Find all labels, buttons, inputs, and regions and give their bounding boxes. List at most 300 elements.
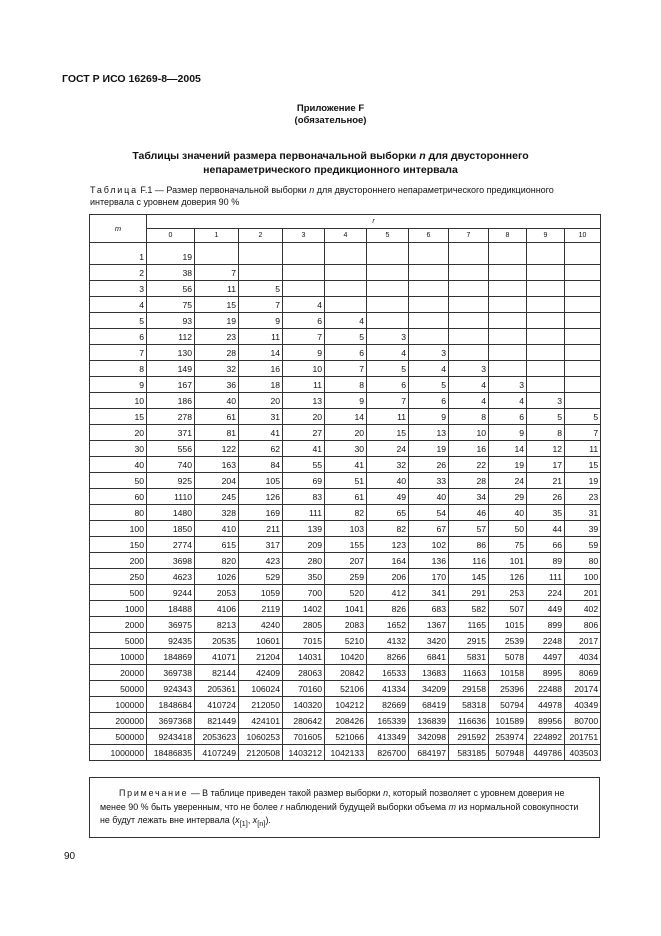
table-cell: 253 xyxy=(489,585,527,601)
table-cell: 65 xyxy=(367,505,409,521)
table-cell: 8069 xyxy=(565,665,601,681)
table-cell: 13 xyxy=(409,425,449,441)
table-row xyxy=(90,665,601,681)
table-cell: 449786 xyxy=(527,745,565,761)
table-cell: 5 xyxy=(527,409,565,425)
annex-title: Приложение F xyxy=(296,103,365,114)
table-row xyxy=(90,713,601,729)
table-cell: 15 xyxy=(367,425,409,441)
table-cell: 101 xyxy=(489,553,527,569)
table-cell xyxy=(409,297,449,313)
table-cell: 40 xyxy=(367,473,409,489)
table-cell: 8266 xyxy=(367,649,409,665)
table-cell: 29 xyxy=(489,489,527,505)
table-cell: 75 xyxy=(147,297,195,313)
table-cell: 211 xyxy=(239,521,283,537)
table-cell: 806 xyxy=(565,617,601,633)
table-row xyxy=(90,473,601,489)
m-value-cell: 250 xyxy=(90,569,147,585)
table-cell: 66 xyxy=(527,537,565,553)
table-cell xyxy=(239,249,283,265)
table-cell: 16533 xyxy=(367,665,409,681)
table-cell: 23 xyxy=(565,489,601,505)
table-cell: 186 xyxy=(147,393,195,409)
r-values-row xyxy=(90,229,601,243)
table-row xyxy=(90,521,601,537)
table-cell: 615 xyxy=(195,537,239,553)
m-value-cell: 5000 xyxy=(90,633,147,649)
table-cell: 3 xyxy=(489,377,527,393)
table-cell: 9 xyxy=(409,409,449,425)
annex-heading xyxy=(0,103,661,127)
table-cell xyxy=(527,265,565,281)
table-cell xyxy=(367,313,409,329)
table-cell: 36 xyxy=(195,377,239,393)
table-cell: 212050 xyxy=(239,697,283,713)
table-cell: 19 xyxy=(489,457,527,473)
table-cell: 58318 xyxy=(449,697,489,713)
r-value-header: 6 xyxy=(409,229,449,243)
table-cell: 20174 xyxy=(565,681,601,697)
caption-label: Таблица xyxy=(90,185,138,195)
table-cell: 56 xyxy=(147,281,195,297)
table-cell: 245 xyxy=(195,489,239,505)
table-cell: 75 xyxy=(489,537,527,553)
table-row xyxy=(90,569,601,585)
table-cell: 291592 xyxy=(449,729,489,745)
table-cell: 170 xyxy=(409,569,449,585)
m-value-cell: 200 xyxy=(90,553,147,569)
table-cell: 21 xyxy=(527,473,565,489)
table-cell: 924343 xyxy=(147,681,195,697)
table-cell: 33 xyxy=(409,473,449,489)
table-cell: 101589 xyxy=(489,713,527,729)
table-cell: 4 xyxy=(489,393,527,409)
table-cell: 50 xyxy=(489,521,527,537)
table-cell xyxy=(449,345,489,361)
table-cell xyxy=(325,249,367,265)
table-cell: 89 xyxy=(527,553,565,569)
table-cell: 82 xyxy=(367,521,409,537)
table-cell: 80700 xyxy=(565,713,601,729)
table-cell: 13 xyxy=(283,393,325,409)
table-cell: 28 xyxy=(449,473,489,489)
table-cell: 11 xyxy=(283,377,325,393)
table-cell: 342098 xyxy=(409,729,449,745)
table-cell: 2053623 xyxy=(195,729,239,745)
table-cell xyxy=(527,345,565,361)
table-cell: 6 xyxy=(489,409,527,425)
table-cell: 1403212 xyxy=(283,745,325,761)
table-cell: 403503 xyxy=(565,745,601,761)
table-cell xyxy=(527,361,565,377)
table-cell: 2120508 xyxy=(239,745,283,761)
table-cell: 925 xyxy=(147,473,195,489)
table-cell: 130 xyxy=(147,345,195,361)
table-cell: 184869 xyxy=(147,649,195,665)
table-cell: 8995 xyxy=(527,665,565,681)
table-cell: 350 xyxy=(283,569,325,585)
r-value-header: 4 xyxy=(325,229,367,243)
table-cell: 701605 xyxy=(283,729,325,745)
table-row xyxy=(90,633,601,649)
m-value-cell: 30 xyxy=(90,441,147,457)
table-cell: 116 xyxy=(449,553,489,569)
table-cell: 1652 xyxy=(367,617,409,633)
table-cell: 3 xyxy=(367,329,409,345)
table-row xyxy=(90,681,601,697)
table-cell xyxy=(565,377,601,393)
table-cell: 1015 xyxy=(489,617,527,633)
table-cell xyxy=(489,265,527,281)
table-cell: 86 xyxy=(449,537,489,553)
m-value-cell: 100000 xyxy=(90,697,147,713)
r-value-header: 9 xyxy=(527,229,565,243)
table-cell: 412 xyxy=(367,585,409,601)
table-cell: 5 xyxy=(565,409,601,425)
m-value-cell: 50000 xyxy=(90,681,147,697)
table-cell: 29158 xyxy=(449,681,489,697)
table-cell xyxy=(489,313,527,329)
table-cell: 9244 xyxy=(147,585,195,601)
table-cell xyxy=(449,329,489,345)
m-value-cell: 200000 xyxy=(90,713,147,729)
table-cell: 1367 xyxy=(409,617,449,633)
table-cell: 209 xyxy=(283,537,325,553)
table-cell: 423 xyxy=(239,553,283,569)
table-cell: 26 xyxy=(527,489,565,505)
table-cell: 92435 xyxy=(147,633,195,649)
table-cell: 224892 xyxy=(527,729,565,745)
table-cell: 18486835 xyxy=(147,745,195,761)
table-cell: 5210 xyxy=(325,633,367,649)
table-cell xyxy=(409,313,449,329)
table-cell: 224 xyxy=(527,585,565,601)
table-cell: 136 xyxy=(409,553,449,569)
table-cell: 41 xyxy=(283,441,325,457)
table-cell xyxy=(409,265,449,281)
table-row xyxy=(90,265,601,281)
table-row xyxy=(90,553,601,569)
table-cell: 18 xyxy=(239,377,283,393)
table-cell xyxy=(449,297,489,313)
table-cell: 341 xyxy=(409,585,449,601)
table-cell: 23 xyxy=(195,329,239,345)
table-cell xyxy=(527,249,565,265)
table-row xyxy=(90,489,601,505)
table-cell: 50794 xyxy=(489,697,527,713)
table-cell: 20535 xyxy=(195,633,239,649)
table-cell: 80 xyxy=(565,553,601,569)
table-cell: 205361 xyxy=(195,681,239,697)
r-column-header: r xyxy=(147,215,601,229)
table-cell xyxy=(283,249,325,265)
table-cell: 34 xyxy=(449,489,489,505)
table-cell: 165339 xyxy=(367,713,409,729)
m-value-cell: 10 xyxy=(90,393,147,409)
table-cell: 40 xyxy=(489,505,527,521)
table-cell: 39 xyxy=(565,521,601,537)
table-cell: 104212 xyxy=(325,697,367,713)
table-cell: 164 xyxy=(367,553,409,569)
table-cell: 683 xyxy=(409,601,449,617)
table-cell: 26 xyxy=(409,457,449,473)
table-cell: 34209 xyxy=(409,681,449,697)
table-cell: 28 xyxy=(195,345,239,361)
table-row xyxy=(90,297,601,313)
table-row xyxy=(90,393,601,409)
table-cell: 7 xyxy=(195,265,239,281)
table-cell: 14031 xyxy=(283,649,325,665)
table-cell: 1060253 xyxy=(239,729,283,745)
table-cell: 1042133 xyxy=(325,745,367,761)
table-cell xyxy=(283,265,325,281)
table-body xyxy=(90,243,601,761)
table-cell: 6 xyxy=(367,377,409,393)
table-cell: 105 xyxy=(239,473,283,489)
r-value-header: 7 xyxy=(449,229,489,243)
r-value-header: 5 xyxy=(367,229,409,243)
table-cell xyxy=(449,249,489,265)
table-cell: 82144 xyxy=(195,665,239,681)
table-cell: 821449 xyxy=(195,713,239,729)
m-column-header: m xyxy=(90,215,147,243)
table-cell: 55 xyxy=(283,457,325,473)
table-cell: 1402 xyxy=(283,601,325,617)
m-value-cell: 15 xyxy=(90,409,147,425)
table-row xyxy=(90,377,601,393)
table-cell: 4034 xyxy=(565,649,601,665)
table-cell: 9 xyxy=(489,425,527,441)
table-cell: 684197 xyxy=(409,745,449,761)
section-title xyxy=(0,149,661,177)
table-cell: 11 xyxy=(367,409,409,425)
table-cell: 2539 xyxy=(489,633,527,649)
table-cell: 31 xyxy=(239,409,283,425)
m-value-cell: 2000 xyxy=(90,617,147,633)
table-cell: 24 xyxy=(367,441,409,457)
table-cell: 6 xyxy=(409,393,449,409)
table-row xyxy=(90,537,601,553)
table-cell: 3420 xyxy=(409,633,449,649)
table-row xyxy=(90,441,601,457)
table-cell: 820 xyxy=(195,553,239,569)
table-cell: 19 xyxy=(565,473,601,489)
page-number: 90 xyxy=(64,851,76,862)
r-value-header: 10 xyxy=(565,229,601,243)
table-cell: 67 xyxy=(409,521,449,537)
table-cell xyxy=(565,297,601,313)
table-row xyxy=(90,745,601,761)
table-cell xyxy=(283,281,325,297)
table-cell xyxy=(325,265,367,281)
table-cell: 201 xyxy=(565,585,601,601)
table-cell: 201751 xyxy=(565,729,601,745)
table-cell: 1059 xyxy=(239,585,283,601)
table-cell: 826 xyxy=(367,601,409,617)
table-cell: 9 xyxy=(239,313,283,329)
table-cell: 8 xyxy=(527,425,565,441)
table-cell: 9 xyxy=(325,393,367,409)
table-cell xyxy=(489,361,527,377)
table-cell xyxy=(565,265,601,281)
table-row xyxy=(90,361,601,377)
table-cell: 31 xyxy=(565,505,601,521)
table-cell xyxy=(527,281,565,297)
table-cell: 507 xyxy=(489,601,527,617)
table-cell: 369738 xyxy=(147,665,195,681)
table-cell: 140320 xyxy=(283,697,325,713)
m-value-cell: 1000000 xyxy=(90,745,147,761)
table-row xyxy=(90,601,601,617)
m-value-cell: 500 xyxy=(90,585,147,601)
table-cell: 2083 xyxy=(325,617,367,633)
table-row xyxy=(90,505,601,521)
table-cell xyxy=(367,281,409,297)
table-cell: 44 xyxy=(527,521,565,537)
table-cell: 89956 xyxy=(527,713,565,729)
table-cell: 317 xyxy=(239,537,283,553)
m-value-cell: 10000 xyxy=(90,649,147,665)
table-cell: 103 xyxy=(325,521,367,537)
section-title-line1: Таблицы значений размера первоначальной выборки n для двустороннего xyxy=(132,150,529,162)
table-cell: 35 xyxy=(527,505,565,521)
table-cell: 102 xyxy=(409,537,449,553)
m-value-cell: 7 xyxy=(90,345,147,361)
section-title-line2: непараметрического предикционного интервала xyxy=(203,164,458,176)
table-cell xyxy=(527,329,565,345)
table-cell: 106024 xyxy=(239,681,283,697)
table-cell: 136839 xyxy=(409,713,449,729)
table-cell: 7 xyxy=(565,425,601,441)
table-cell: 54 xyxy=(409,505,449,521)
table-cell: 208426 xyxy=(325,713,367,729)
r-value-header: 8 xyxy=(489,229,527,243)
m-value-cell: 500000 xyxy=(90,729,147,745)
table-cell xyxy=(527,377,565,393)
table-cell: 12 xyxy=(527,441,565,457)
table-cell: 41334 xyxy=(367,681,409,697)
table-cell: 21204 xyxy=(239,649,283,665)
table-cell xyxy=(367,265,409,281)
table-cell: 20 xyxy=(239,393,283,409)
table-cell: 7015 xyxy=(283,633,325,649)
table-cell xyxy=(565,345,601,361)
table-cell: 27 xyxy=(283,425,325,441)
m-value-cell: 100 xyxy=(90,521,147,537)
table-cell: 6 xyxy=(325,345,367,361)
table-cell: 18488 xyxy=(147,601,195,617)
m-value-cell: 20 xyxy=(90,425,147,441)
table-row xyxy=(90,617,601,633)
table-cell xyxy=(367,249,409,265)
table-cell: 3697368 xyxy=(147,713,195,729)
table-cell: 1026 xyxy=(195,569,239,585)
table-cell: 16 xyxy=(239,361,283,377)
table-cell: 413349 xyxy=(367,729,409,745)
table-cell: 61 xyxy=(195,409,239,425)
table-cell: 70160 xyxy=(283,681,325,697)
table-cell: 14 xyxy=(325,409,367,425)
table-cell xyxy=(195,249,239,265)
table-cell: 4497 xyxy=(527,649,565,665)
table-cell: 520 xyxy=(325,585,367,601)
table-cell: 8 xyxy=(325,377,367,393)
table-cell xyxy=(489,281,527,297)
table-cell: 123 xyxy=(367,537,409,553)
table-cell: 3 xyxy=(409,345,449,361)
table-cell: 2915 xyxy=(449,633,489,649)
table-cell: 8 xyxy=(449,409,489,425)
table-cell: 700 xyxy=(283,585,325,601)
table-cell: 4 xyxy=(283,297,325,313)
table-cell: 82669 xyxy=(367,697,409,713)
m-value-cell: 80 xyxy=(90,505,147,521)
table-cell xyxy=(409,329,449,345)
table-cell: 1850 xyxy=(147,521,195,537)
table-cell: 122 xyxy=(195,441,239,457)
table-cell: 62 xyxy=(239,441,283,457)
table-row xyxy=(90,313,601,329)
table-row xyxy=(90,281,601,297)
table-cell xyxy=(489,345,527,361)
table-cell: 3 xyxy=(449,361,489,377)
table-cell: 83 xyxy=(283,489,325,505)
table-cell: 82 xyxy=(325,505,367,521)
table-cell: 8213 xyxy=(195,617,239,633)
table-cell: 52106 xyxy=(325,681,367,697)
table-cell: 1480 xyxy=(147,505,195,521)
table-cell: 41 xyxy=(325,457,367,473)
table-note: Примечание — В таблице приведен такой размер выборки n, который позволяет с уровнем доверия не менее 90 % быть уверенным, что не более r наблюдений будущей выборки объема m из нормальной совокупности не будут лежать вне интервала ($x_{[1]}$, $x_{[n]}$). xyxy=(89,777,600,838)
table-cell: 100 xyxy=(565,569,601,585)
table-cell: 10420 xyxy=(325,649,367,665)
table-cell: 7 xyxy=(367,393,409,409)
table-cell: 410 xyxy=(195,521,239,537)
table-cell: 2119 xyxy=(239,601,283,617)
table-cell xyxy=(565,329,601,345)
table-cell xyxy=(409,249,449,265)
table-cell: 20 xyxy=(325,425,367,441)
table-cell: 28063 xyxy=(283,665,325,681)
table-cell: 145 xyxy=(449,569,489,585)
table-cell: 51 xyxy=(325,473,367,489)
m-value-cell: 4 xyxy=(90,297,147,313)
table-cell: 6 xyxy=(283,313,325,329)
table-cell: 20 xyxy=(283,409,325,425)
table-cell: 68419 xyxy=(409,697,449,713)
table-cell: 19 xyxy=(409,441,449,457)
table-row xyxy=(90,409,601,425)
table-cell: 291 xyxy=(449,585,489,601)
table-cell: 22 xyxy=(449,457,489,473)
table-cell: 1848684 xyxy=(147,697,195,713)
r-value-header: 0 xyxy=(147,229,195,243)
table-cell: 521066 xyxy=(325,729,367,745)
table-cell: 44978 xyxy=(527,697,565,713)
table-cell: 1110 xyxy=(147,489,195,505)
sample-size-table xyxy=(89,214,601,761)
table-cell: 30 xyxy=(325,441,367,457)
table-cell: 3698 xyxy=(147,553,195,569)
table-row xyxy=(90,345,601,361)
standard-header: ГОСТ Р ИСО 16269-8—2005 xyxy=(62,73,201,85)
table-cell: 20842 xyxy=(325,665,367,681)
table-cell: 17 xyxy=(527,457,565,473)
table-row xyxy=(90,329,601,345)
table-caption: Таблица F.1 — Размер первоначальной выборки n для двустороннего непараметрического предикционного интервала с уровнем доверия 90 % xyxy=(90,185,554,207)
table-cell: 41071 xyxy=(195,649,239,665)
